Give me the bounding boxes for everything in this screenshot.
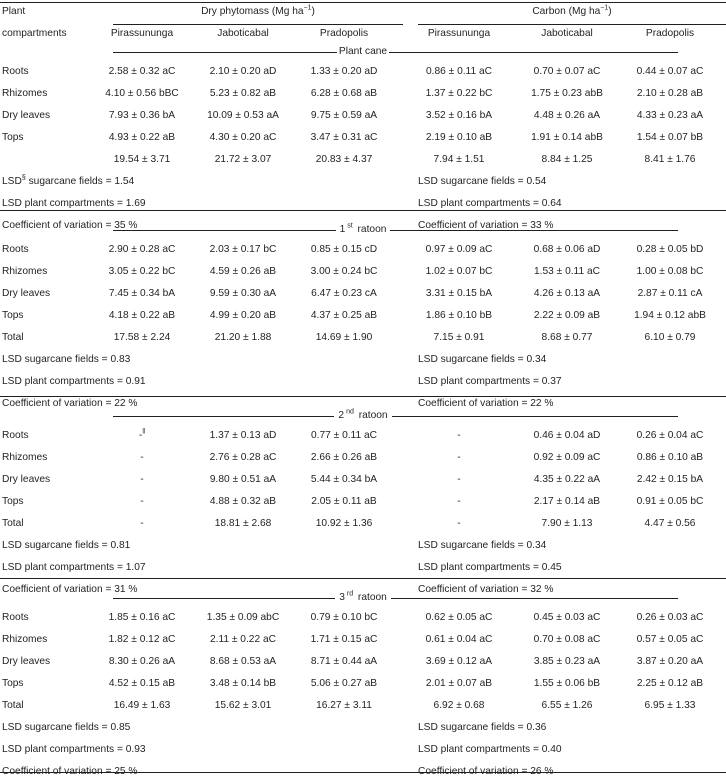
table-cell: 4.33 ± 0.23 aA xyxy=(636,110,704,121)
table-cell: 2.01 ± 0.07 aB xyxy=(425,678,493,689)
table-row xyxy=(0,513,726,535)
table-cell: 4.26 ± 0.13 aA xyxy=(533,288,601,299)
table-cell: - xyxy=(140,474,144,485)
table-cell: 0.77 ± 0.11 aC xyxy=(310,430,377,441)
lsd-sugarcane-fields-carbon: LSD sugarcane fields = 0.36 xyxy=(418,722,547,733)
table-cell: 1.86 ± 0.10 bB xyxy=(425,310,493,321)
section-divider xyxy=(0,396,726,397)
section-title-plant-cane xyxy=(0,44,726,60)
table-cell: 4.35 ± 0.22 aA xyxy=(533,474,601,485)
table-cell: 2.76 ± 0.28 aC xyxy=(209,452,277,463)
table-row xyxy=(0,105,726,127)
table-cell: 15.62 ± 3.01 xyxy=(214,700,272,711)
lsd-plant-compartments-carbon: LSD plant compartments = 0.37 xyxy=(418,376,562,387)
table-cell: 4.37 ± 0.25 aB xyxy=(310,310,378,321)
table-cell: 0.92 ± 0.09 aC xyxy=(533,452,601,463)
table-cell: 6.28 ± 0.68 aB xyxy=(310,88,378,99)
table-cell: 3.69 ± 0.12 aA xyxy=(425,656,493,667)
row-label: Rhizomes xyxy=(2,452,48,463)
table-cell: 0.70 ± 0.08 aC xyxy=(533,634,601,645)
header-dry-text: Dry phytomass (Mg ha xyxy=(201,6,304,17)
table-cell: 0.45 ± 0.03 aC xyxy=(533,612,601,623)
table-cell: 4.18 ± 0.22 aB xyxy=(108,310,176,321)
header-site: Jaboticabal xyxy=(217,28,269,39)
table-cell: - xyxy=(457,430,461,441)
table-cell: 20.83 ± 4.37 xyxy=(315,154,373,165)
coefficient-of-variation-carbon: Coefficient of variation = 26 % xyxy=(418,766,554,777)
table-cell: 9.75 ± 0.59 aA xyxy=(310,110,378,121)
row-label: Roots xyxy=(2,244,29,255)
table-cell: 4.88 ± 0.32 aB xyxy=(209,496,277,507)
title-rest: ratoon xyxy=(355,410,388,421)
lsd-sugarcane-fields-carbon: LSD sugarcane fields = 0.54 xyxy=(418,176,547,187)
row-label: Tops xyxy=(2,132,24,143)
row-label: Total xyxy=(2,700,24,711)
table-cell: 4.99 ± 0.20 aB xyxy=(209,310,277,321)
stats-row-lsd-sugarcane-fields xyxy=(0,349,726,371)
footnote-mark: ǁ xyxy=(142,428,146,436)
header-dry-close: ) xyxy=(311,6,315,17)
table-cell: 3.47 ± 0.31 aC xyxy=(310,132,378,143)
table-cell: 3.87 ± 0.20 aA xyxy=(636,656,704,667)
table-cell: 5.44 ± 0.34 bA xyxy=(310,474,378,485)
table-cell: 3.00 ± 0.24 bC xyxy=(310,266,378,277)
table-cell: 7.93 ± 0.36 bA xyxy=(108,110,176,121)
table-cell: 2.05 ± 0.11 aB xyxy=(311,496,377,507)
table-cell: 4.52 ± 0.15 aB xyxy=(108,678,176,689)
title-sup: st xyxy=(347,222,353,230)
table-cell: 4.93 ± 0.22 aB xyxy=(108,132,176,143)
table-row xyxy=(0,425,726,447)
row-label: Dry leaves xyxy=(2,288,51,299)
stats-row-lsd-sugarcane-fields xyxy=(0,171,726,193)
stats-row-coefficient-of-variation xyxy=(0,215,726,237)
table-cell: 7.90 ± 1.13 xyxy=(541,518,593,529)
lsd-plant-compartments-dry: LSD plant compartments = 1.69 xyxy=(2,198,146,209)
table-cell: 21.72 ± 3.07 xyxy=(214,154,272,165)
table-cell: 8.71 ± 0.44 aA xyxy=(310,656,378,667)
table-row xyxy=(0,149,726,171)
table-row xyxy=(0,469,726,491)
table-cell: 21.20 ± 1.88 xyxy=(214,332,272,343)
lsd-plant-compartments-carbon: LSD plant compartments = 0.64 xyxy=(418,198,562,209)
title-rest: ratoon xyxy=(354,224,387,235)
row-label: Rhizomes xyxy=(2,634,48,645)
table-cell: 0.62 ± 0.05 aC xyxy=(425,612,493,623)
header-site: Pradopolis xyxy=(645,28,695,39)
table-cell: 2.10 ± 0.28 aB xyxy=(636,88,704,99)
table-row xyxy=(0,491,726,513)
table-cell: 6.10 ± 0.79 xyxy=(644,332,696,343)
table-cell: 4.59 ± 0.26 aB xyxy=(209,266,277,277)
table-row xyxy=(0,239,726,261)
table-cell: 1.82 ± 0.12 aC xyxy=(108,634,176,645)
table-cell: 2.03 ± 0.17 bC xyxy=(209,244,277,255)
title-sup: nd xyxy=(346,408,354,416)
table-cell: 8.68 ± 0.53 aA xyxy=(209,656,277,667)
table-cell: 2.25 ± 0.12 aB xyxy=(636,678,704,689)
table-cell: - xyxy=(140,452,144,463)
coefficient-of-variation-dry: Coefficient of variation = 31 % xyxy=(2,584,138,595)
table-cell: 6.47 ± 0.23 cA xyxy=(311,288,377,299)
table-cell: 3.85 ± 0.23 aA xyxy=(533,656,601,667)
section-divider xyxy=(0,578,726,579)
stats-row-lsd-plant-compartments xyxy=(0,557,726,579)
table-cell: - xyxy=(140,518,144,529)
table-cell: 8.68 ± 0.77 xyxy=(541,332,593,343)
table-cell: 0.26 ± 0.04 aC xyxy=(636,430,704,441)
table-cell: 0.68 ± 0.06 aD xyxy=(533,244,601,255)
table-cell: 2.42 ± 0.15 bA xyxy=(636,474,704,485)
title-sup: rd xyxy=(346,590,354,598)
table-cell: 0.79 ± 0.10 bC xyxy=(310,612,378,623)
row-label: Rhizomes xyxy=(2,266,48,277)
table-cell: 1.75 ± 0.23 abB xyxy=(531,88,603,99)
header-dry-phytomass xyxy=(113,1,403,23)
table-cell: 3.48 ± 0.14 bB xyxy=(209,678,277,689)
title-num: 2 xyxy=(338,410,345,421)
table-row xyxy=(0,261,726,283)
table-row xyxy=(0,695,726,717)
table-cell: 1.53 ± 0.11 aC xyxy=(533,266,600,277)
lsd-plant-compartments-carbon: LSD plant compartments = 0.40 xyxy=(418,744,562,755)
row-label: Dry leaves xyxy=(2,474,51,485)
row-label: Roots xyxy=(2,66,29,77)
stats-row-lsd-plant-compartments xyxy=(0,371,726,393)
table-cell: 3.31 ± 0.15 bA xyxy=(425,288,493,299)
header-carbon xyxy=(418,1,726,23)
table-cell: 1.94 ± 0.12 abB xyxy=(634,310,706,321)
row-label: Tops xyxy=(2,496,24,507)
lsd-sugarcane-fields-dry xyxy=(2,171,134,193)
table-cell: 0.97 ± 0.09 aC xyxy=(425,244,493,255)
table-cell: 7.15 ± 0.91 xyxy=(433,332,485,343)
lsd-plant-compartments-dry: LSD plant compartments = 1.07 xyxy=(2,562,146,573)
header-site: Pirassununga xyxy=(110,28,174,39)
lsd-sugarcane-fields-dry: LSD sugarcane fields = 0.85 xyxy=(2,722,131,733)
table-cell: 2.66 ± 0.26 aB xyxy=(310,452,378,463)
row-label: Dry leaves xyxy=(2,110,51,121)
table-cell: - xyxy=(457,518,461,529)
lsd-plant-compartments-carbon: LSD plant compartments = 0.45 xyxy=(418,562,562,573)
row-label: Roots xyxy=(2,430,29,441)
table-row xyxy=(0,61,726,83)
header-dry-exp: −1 xyxy=(303,4,312,12)
table-cell: 2.19 ± 0.10 aB xyxy=(425,132,493,143)
header-site: Pirassununga xyxy=(427,28,491,39)
table-cell: 0.70 ± 0.07 aC xyxy=(533,66,601,77)
row-label: Total xyxy=(2,518,24,529)
lsd-plant-compartments-dry: LSD plant compartments = 0.93 xyxy=(2,744,146,755)
table-cell: 0.46 ± 0.04 aD xyxy=(533,430,601,441)
table-cell: 5.06 ± 0.27 aB xyxy=(310,678,378,689)
row-label: Dry leaves xyxy=(2,656,51,667)
table-cell: 6.95 ± 1.33 xyxy=(644,700,696,711)
stats-row-lsd-sugarcane-fields xyxy=(0,535,726,557)
table-row xyxy=(0,305,726,327)
stats-row-lsd-sugarcane-fields xyxy=(0,717,726,739)
row-label: Rhizomes xyxy=(2,88,48,99)
table-cell: 7.45 ± 0.34 bA xyxy=(108,288,176,299)
table-row xyxy=(0,447,726,469)
header-row-2 xyxy=(0,23,726,45)
table-cell: 1.37 ± 0.22 bC xyxy=(425,88,493,99)
table-cell: 18.81 ± 2.68 xyxy=(214,518,272,529)
table-cell: 0.61 ± 0.04 aC xyxy=(425,634,493,645)
table-cell: - xyxy=(457,474,461,485)
header-plant: Plant xyxy=(2,6,26,17)
table-row xyxy=(0,607,726,629)
table-cell: 8.30 ± 0.26 aA xyxy=(108,656,176,667)
table-cell: 4.30 ± 0.20 aC xyxy=(209,132,277,143)
stats-row-coefficient-of-variation xyxy=(0,761,726,783)
table-cell: 1.54 ± 0.07 bB xyxy=(636,132,704,143)
table-cell: 1.02 ± 0.07 bC xyxy=(425,266,493,277)
table-cell: 0.86 ± 0.10 aB xyxy=(636,452,704,463)
table-cell: 0.28 ± 0.05 bD xyxy=(636,244,704,255)
table-cell: 2.90 ± 0.28 aC xyxy=(108,244,176,255)
table-cell: 1.55 ± 0.06 bB xyxy=(533,678,601,689)
table-cell: 1.37 ± 0.13 aD xyxy=(209,430,277,441)
table-cell: - xyxy=(457,452,461,463)
table-row xyxy=(0,673,726,695)
table-cell: 0.85 ± 0.15 cD xyxy=(310,244,378,255)
table-cell: 14.69 ± 1.90 xyxy=(315,332,373,343)
footnote-mark: § xyxy=(21,174,26,182)
coefficient-of-variation-carbon: Coefficient of variation = 32 % xyxy=(418,584,554,595)
stats-row-lsd-plant-compartments xyxy=(0,739,726,761)
section-divider xyxy=(0,210,726,211)
header-row-1 xyxy=(0,0,726,22)
table-cell: 1.71 ± 0.15 aC xyxy=(310,634,378,645)
table-cell: 17.58 ± 2.24 xyxy=(113,332,171,343)
header-carbon-exp: −1 xyxy=(600,4,609,12)
lsd-sugarcane-fields-dry: LSD sugarcane fields = 0.83 xyxy=(2,354,131,365)
table-cell: 0.26 ± 0.03 aC xyxy=(636,612,704,623)
table-cell: 0.86 ± 0.11 aC xyxy=(425,66,492,77)
table-cell: 0.91 ± 0.05 bC xyxy=(636,496,704,507)
table-cell: 9.59 ± 0.30 aA xyxy=(209,288,277,299)
header-carbon-text: Carbon (Mg ha xyxy=(532,6,601,17)
table-cell: 0.44 ± 0.07 aC xyxy=(636,66,704,77)
table-cell: 0.57 ± 0.05 aC xyxy=(636,634,704,645)
table-cell: 2.17 ± 0.14 aB xyxy=(533,496,601,507)
table-cell: 1.91 ± 0.14 abB xyxy=(531,132,603,143)
table-cell: - xyxy=(457,496,461,507)
title-num: 1 xyxy=(339,224,346,235)
table-row xyxy=(0,327,726,349)
table-row xyxy=(0,283,726,305)
title-rest: ratoon xyxy=(355,592,387,603)
lsd-plant-compartments-dry: LSD plant compartments = 0.91 xyxy=(2,376,146,387)
missing-dash: - xyxy=(138,430,143,441)
table-cell: 5.23 ± 0.82 aB xyxy=(209,88,277,99)
table-cell: 6.92 ± 0.68 xyxy=(433,700,485,711)
coefficient-of-variation-carbon: Coefficient of variation = 33 % xyxy=(418,220,554,231)
table-cell: 1.00 ± 0.08 bC xyxy=(636,266,704,277)
lsd-prefix: LSD xyxy=(2,176,22,187)
row-label: Tops xyxy=(2,310,24,321)
row-label: Total xyxy=(2,332,24,343)
table-cell: 8.84 ± 1.25 xyxy=(541,154,593,165)
table-row xyxy=(0,127,726,149)
table-cell: 2.11 ± 0.22 aC xyxy=(209,634,276,645)
table-cell: 3.05 ± 0.22 bC xyxy=(108,266,176,277)
table-cell: 8.41 ± 1.76 xyxy=(644,154,696,165)
lsd-sugarcane-fields-carbon: LSD sugarcane fields = 0.34 xyxy=(418,540,547,551)
header-compartments: compartments xyxy=(2,28,67,39)
table-row xyxy=(0,629,726,651)
lsd-sugarcane-fields-dry: LSD sugarcane fields = 0.81 xyxy=(2,540,131,551)
table-cell: 6.55 ± 1.26 xyxy=(541,700,593,711)
table-row xyxy=(0,651,726,673)
table-cell: 10.92 ± 1.36 xyxy=(315,518,373,529)
header-site: Pradopolis xyxy=(319,28,369,39)
row-label: Tops xyxy=(2,678,24,689)
title-num: 3 xyxy=(339,592,345,603)
table-cell: 7.94 ± 1.51 xyxy=(433,154,485,165)
table-cell: - xyxy=(140,496,144,507)
coefficient-of-variation-dry: Coefficient of variation = 25 % xyxy=(2,766,138,777)
table-cell: 4.47 ± 0.56 xyxy=(644,518,696,529)
table-cell: 2.87 ± 0.11 cA xyxy=(637,288,703,299)
coefficient-of-variation-dry: Coefficient of variation = 35 % xyxy=(2,220,138,231)
table-cell: 1.85 ± 0.16 aC xyxy=(108,612,176,623)
table-cell: 3.52 ± 0.16 bA xyxy=(425,110,493,121)
table-cell: 1.33 ± 0.20 aD xyxy=(310,66,378,77)
table-cell: 1.35 ± 0.09 abC xyxy=(206,612,280,623)
row-label: Roots xyxy=(2,612,29,623)
coefficient-of-variation-dry: Coefficient of variation = 22 % xyxy=(2,398,138,409)
table-cell: 4.48 ± 0.26 aA xyxy=(533,110,601,121)
table-cell: 16.49 ± 1.63 xyxy=(113,700,171,711)
lsd-sugarcane-fields-carbon: LSD sugarcane fields = 0.34 xyxy=(418,354,547,365)
section-title: Plant cane xyxy=(338,46,388,57)
table-cell: 4.10 ± 0.56 bBC xyxy=(105,88,179,99)
table-cell: 19.54 ± 3.71 xyxy=(113,154,171,165)
lsd-text: sugarcane fields = 1.54 xyxy=(25,176,135,187)
table-cell: 2.22 ± 0.09 aB xyxy=(533,310,601,321)
table-cell xyxy=(92,425,192,447)
header-site: Jaboticabal xyxy=(541,28,593,39)
table-row xyxy=(0,83,726,105)
table-cell: 2.10 ± 0.20 aD xyxy=(209,66,277,77)
coefficient-of-variation-carbon: Coefficient of variation = 22 % xyxy=(418,398,554,409)
table-cell: 16.27 ± 3.11 xyxy=(316,700,372,711)
stats-row-coefficient-of-variation xyxy=(0,579,726,601)
table-cell: 10.09 ± 0.53 aA xyxy=(207,110,279,121)
table-cell: 9.80 ± 0.51 aA xyxy=(209,474,277,485)
header-carbon-close: ) xyxy=(608,6,612,17)
table-cell: 2.58 ± 0.32 aC xyxy=(108,66,176,77)
stats-row-lsd-plant-compartments xyxy=(0,193,726,215)
